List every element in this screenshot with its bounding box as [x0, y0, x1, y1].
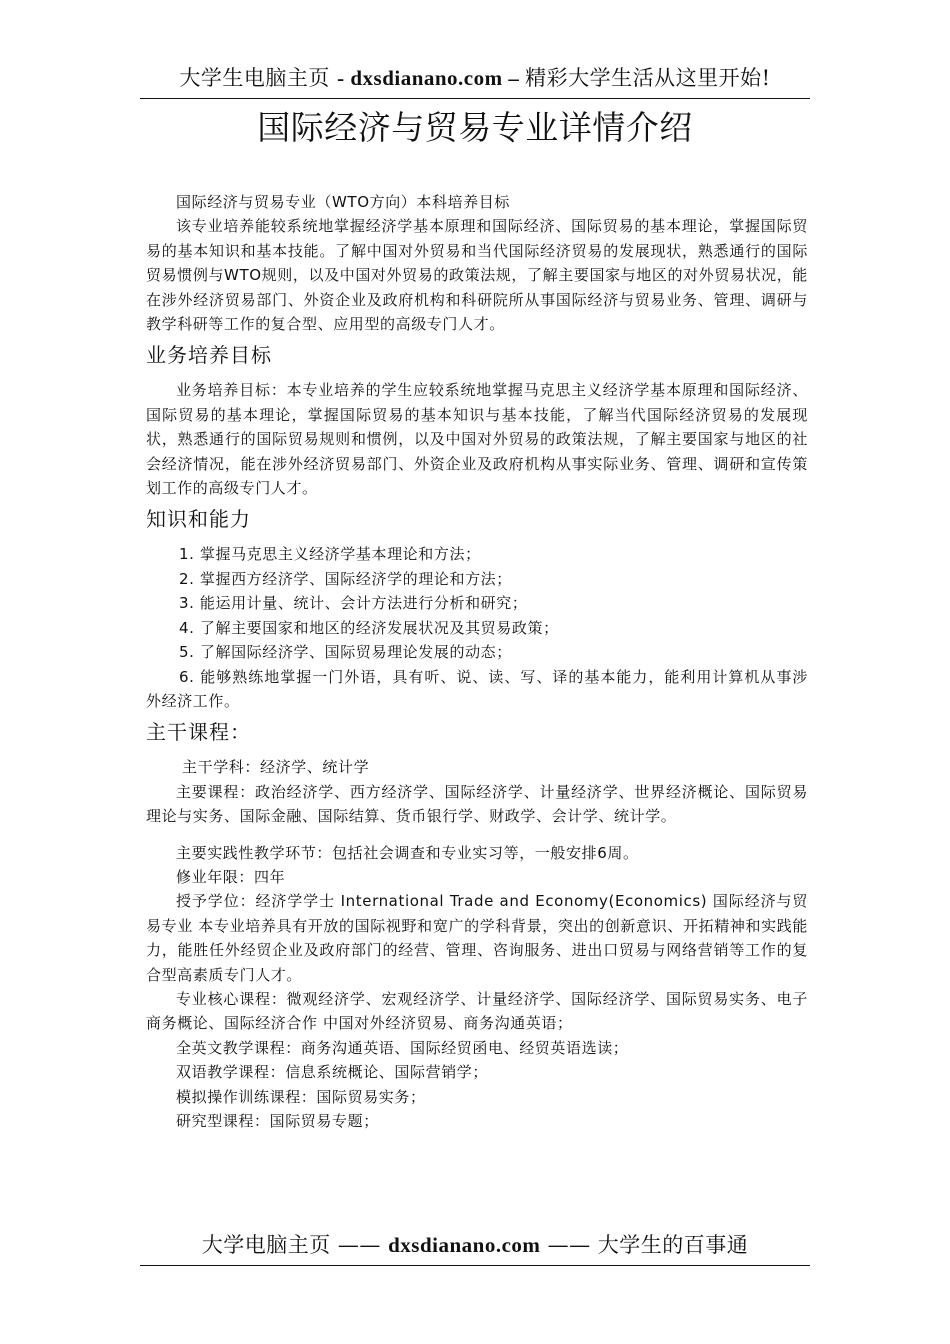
- duration-text: 修业年限：四年: [176, 867, 286, 886]
- knowledge-item: 2. 掌握西方经济学、国际经济学的理论和方法；: [179, 569, 512, 588]
- document-body: [146, 190, 808, 1133]
- page-footer: [140, 1228, 810, 1262]
- knowledge-item: 1. 掌握马克思主义经济学基本理论和方法；: [179, 545, 481, 564]
- page-header: [140, 62, 810, 94]
- footer-prefix: 大学电脑主页 ——: [201, 1233, 389, 1257]
- degree-text: 授予学位：经济学学士 International Trade and Economy(Economics) 国际经济与贸易专业 本专业培养具有开放的国际视野和宽广的学科背景，突出的创新意识、开拓精神和实践能力，能胜任外经贸企业及政府部门的经营、管理、咨询服务、进出口贸易与网络营销等工作的复合型高素质专门人才。: [146, 892, 808, 984]
- bilingual-courses-text: 双语教学课程：信息系统概论、国际营销学；: [176, 1063, 489, 1082]
- paragraph-gap: [146, 829, 808, 841]
- knowledge-item: 5. 了解国际经济学、国际贸易理论发展的动态；: [179, 643, 512, 662]
- header-prefix: 大学生电脑主页: [179, 66, 338, 90]
- simulation-courses-text: 模拟操作训练课程：国际贸易实务；: [176, 1087, 426, 1106]
- intro-heading: 国际经济与贸易专业（WTO方向）本科培养目标: [176, 193, 511, 211]
- main-courses: 主要课程：政治经济学、西方经济学、国际经济学、计量经济学、世界经济概论、国际贸易理论与实务、国际金融、国际结算、货币银行学、财政学、会计学、统计学。: [146, 782, 808, 826]
- section-heading-knowledge: 知识和能力: [146, 507, 251, 532]
- main-subjects: 主干学科：经济学、统计学: [182, 758, 370, 777]
- core-courses-text: 专业核心课程：微观经济学、宏观经济学、计量经济学、国际经济学、国际贸易实务、电子商务概论、国际经济合作 中国对外经济贸易、商务沟通英语；: [146, 989, 808, 1033]
- knowledge-item: 6. 能够熟练地掌握一门外语，具有听、说、读、写、译的基本能力，能利用计算机从事涉外经济工作。: [146, 667, 808, 710]
- section-heading-courses: 主干课程：: [146, 720, 251, 745]
- footer-site-link[interactable]: dxsdianano.com: [388, 1233, 541, 1257]
- footer-divider: [140, 1265, 810, 1266]
- knowledge-item: 3. 能运用计量、统计、会计方法进行分析和研究；: [179, 594, 528, 613]
- header-site-link[interactable]: - dxsdianano.com –: [337, 66, 526, 90]
- header-suffix: 精彩大学生活从这里开始!: [525, 66, 771, 90]
- business-paragraph: 业务培养目标：本专业培养的学生应较系统地掌握马克思主义经济学基本原理和国际经济、国际贸易的基本理论，掌握国际贸易的基本知识与基本技能，了解当代国际经济贸易的发展现状，熟悉通行的国际贸易规则和惯例，以及中国对外贸易的政策法规，了解主要国家与地区的社会经济情况，能在涉外经济贸易部门、外资企业及政府机构从事实际业务、管理、调研和宣传策划工作的高级专门人才。: [146, 381, 808, 498]
- english-courses-text: 全英文教学课程：商务沟通英语、国际经贸函电、经贸英语选读；: [176, 1038, 629, 1057]
- intro-paragraph: 该专业培养能较系统地掌握经济学基本原理和国际经济、国际贸易的基本理论，掌握国际贸易的基本知识和基本技能。了解中国对外贸易和当代国际经济贸易的发展现状，熟悉通行的国际贸易惯例与WTO规则，以及中国对外贸易的政策法规，了解主要国家与地区的对外贸易状况，能在涉外经济贸易部门、外资企业及政府机构和科研院所从事国际经济与贸易业务、管理、调研与教学科研等工作的复合型、应用型的高级专门人才。: [146, 217, 808, 334]
- practice-text: 主要实践性教学环节：包括社会调查和专业实习等，一般安排6周。: [176, 843, 639, 862]
- research-courses-text: 研究型课程：国际贸易专题；: [176, 1112, 379, 1130]
- footer-suffix: —— 大学生的百事通: [540, 1233, 749, 1257]
- knowledge-item: 4. 了解主要国家和地区的经济发展状况及其贸易政策；: [179, 618, 559, 637]
- page-title: 国际经济与贸易专业详情介绍: [257, 108, 693, 147]
- header-divider: [140, 98, 810, 99]
- section-heading-business: 业务培养目标: [146, 343, 272, 368]
